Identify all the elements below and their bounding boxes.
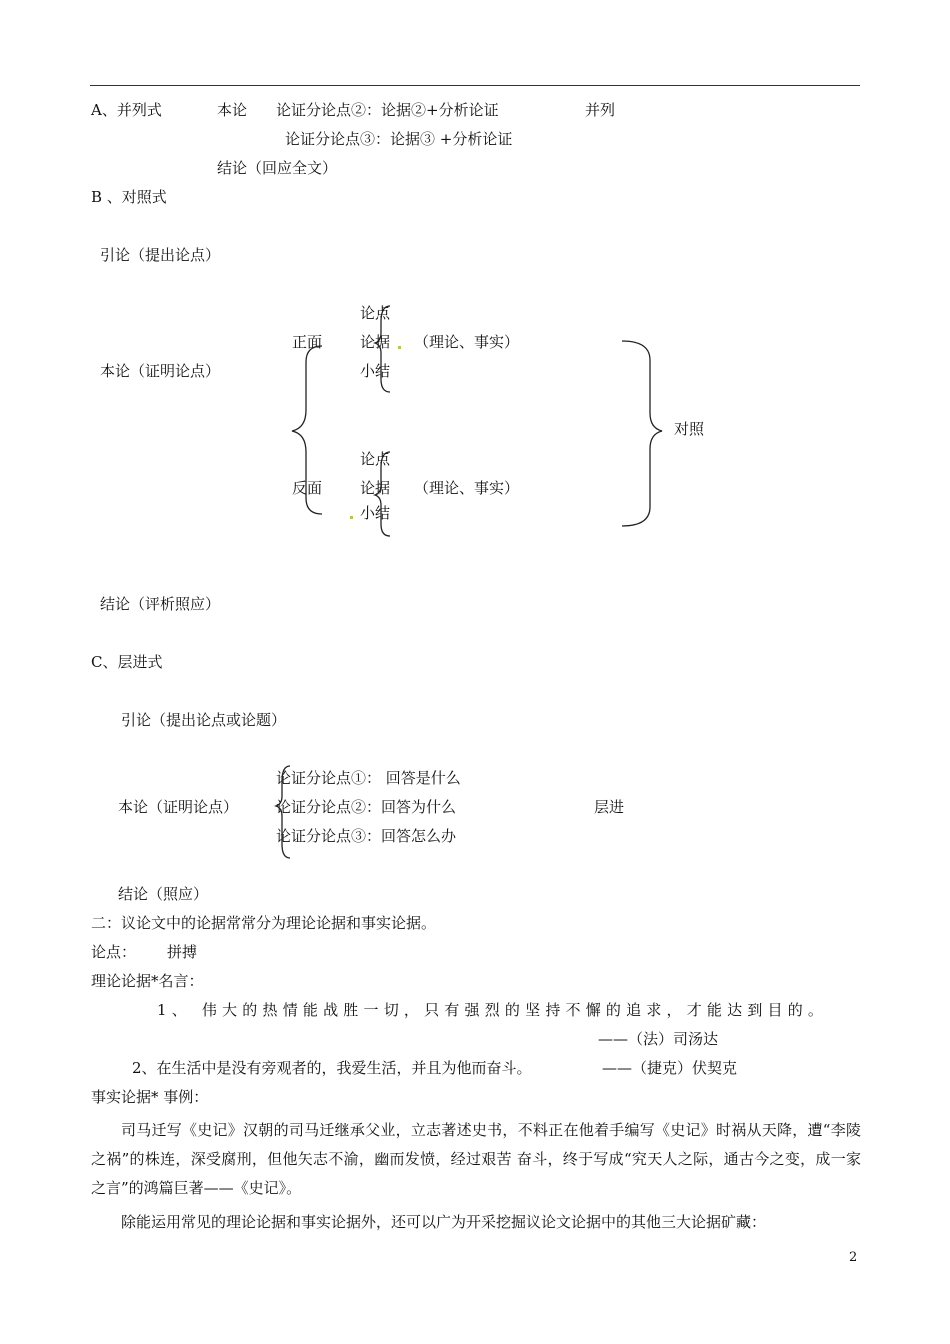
front-label: 正面 (292, 333, 323, 351)
part2-heading: 二：议论文中的论据常常分为理论论据和事实论据。 (91, 914, 437, 932)
theory-evidence-label: 理论论据*名言： (91, 972, 204, 990)
right-brace (622, 341, 662, 526)
section-c-point-2: 论证分论点②：回答为什么 (276, 798, 457, 816)
section-c-brace (276, 766, 290, 858)
left-brace (292, 346, 322, 514)
front-item-summary: 小结 (360, 362, 391, 380)
back-brace (375, 452, 390, 536)
section-b-body: 本论（证明论点） (100, 362, 221, 380)
quote-1-source: ——（法）司汤达 (598, 1030, 719, 1048)
section-b-conclusion: 结论（评析照应） (100, 595, 221, 613)
section-a-point2: 论证分论点②：论据②+分析论证 (276, 101, 499, 119)
back-label: 反面 (292, 479, 323, 497)
closing-sentence: 除能运用常见的理论论据和事实论据外，还可以广为开采挖掘议论文论据中的其他三大论据矿藏： (121, 1213, 767, 1231)
back-item-summary: 小结 (360, 504, 391, 522)
section-a-benlun: 本论 (217, 101, 248, 119)
front-item-evidence: 论据 (360, 333, 391, 351)
section-a-point3: 论证分论点③：论据③ +分析论证 (285, 130, 513, 148)
front-evidence-type: （理论、事实） (414, 333, 520, 351)
back-item-point: 论点 (360, 450, 391, 468)
section-c-conclusion: 结论（照应） (118, 885, 209, 903)
front-item-point: 论点 (360, 304, 391, 322)
quote-1: 1、 伟大的热情能战胜一切，只有强烈的坚持不懈的追求，才能达到目的。 (157, 1001, 829, 1019)
argument-label: 论点： (91, 943, 137, 961)
back-evidence-type: （理论、事实） (414, 479, 520, 497)
section-b-title: B 、对照式 (91, 188, 167, 206)
section-c-title: C、层进式 (91, 653, 163, 671)
section-c-intro: 引论（提出论点或论题） (121, 711, 287, 729)
section-c-point-3: 论证分论点③：回答怎么办 (276, 827, 457, 845)
section-c-body: 本论（证明论点） (118, 798, 239, 816)
section-c-relation: 层进 (594, 798, 625, 816)
front-brace (375, 306, 390, 392)
quote-2-source: ——（捷克）伏契克 (602, 1059, 738, 1077)
section-b-relation: 对照 (674, 420, 705, 438)
section-b-intro: 引论（提出论点） (100, 246, 221, 264)
section-c-point-1: 论证分论点①： 回答是什么 (276, 769, 461, 787)
page-number: 2 (849, 1250, 858, 1265)
quote-2: 2、在生活中是没有旁观者的，我爱生活，并且为他而奋斗。 (132, 1059, 532, 1077)
section-a-conclusion: 结论（回应全文） (217, 159, 338, 177)
section-a-title: A、并列式 (91, 101, 162, 119)
section-a-relation: 并列 (585, 101, 616, 119)
back-item-evidence: 论据 (360, 479, 391, 497)
argument-value: 拼搏 (167, 943, 198, 961)
fact-evidence-label: 事实论据* 事例： (91, 1088, 209, 1106)
fact-paragraph: 司马迁写《史记》汉朝的司马迁继承父业，立志著述史书，不料正在他着手编写《史记》时祸从天降，遭“李陵之祸”的株连，深受腐刑，但他矢志不渝，幽而发愤，经过艰苦 奋斗，终于写成“究天人之际，通古今之变，成一家之言”的鸿篇巨著——《史记》。 (91, 1121, 861, 1197)
